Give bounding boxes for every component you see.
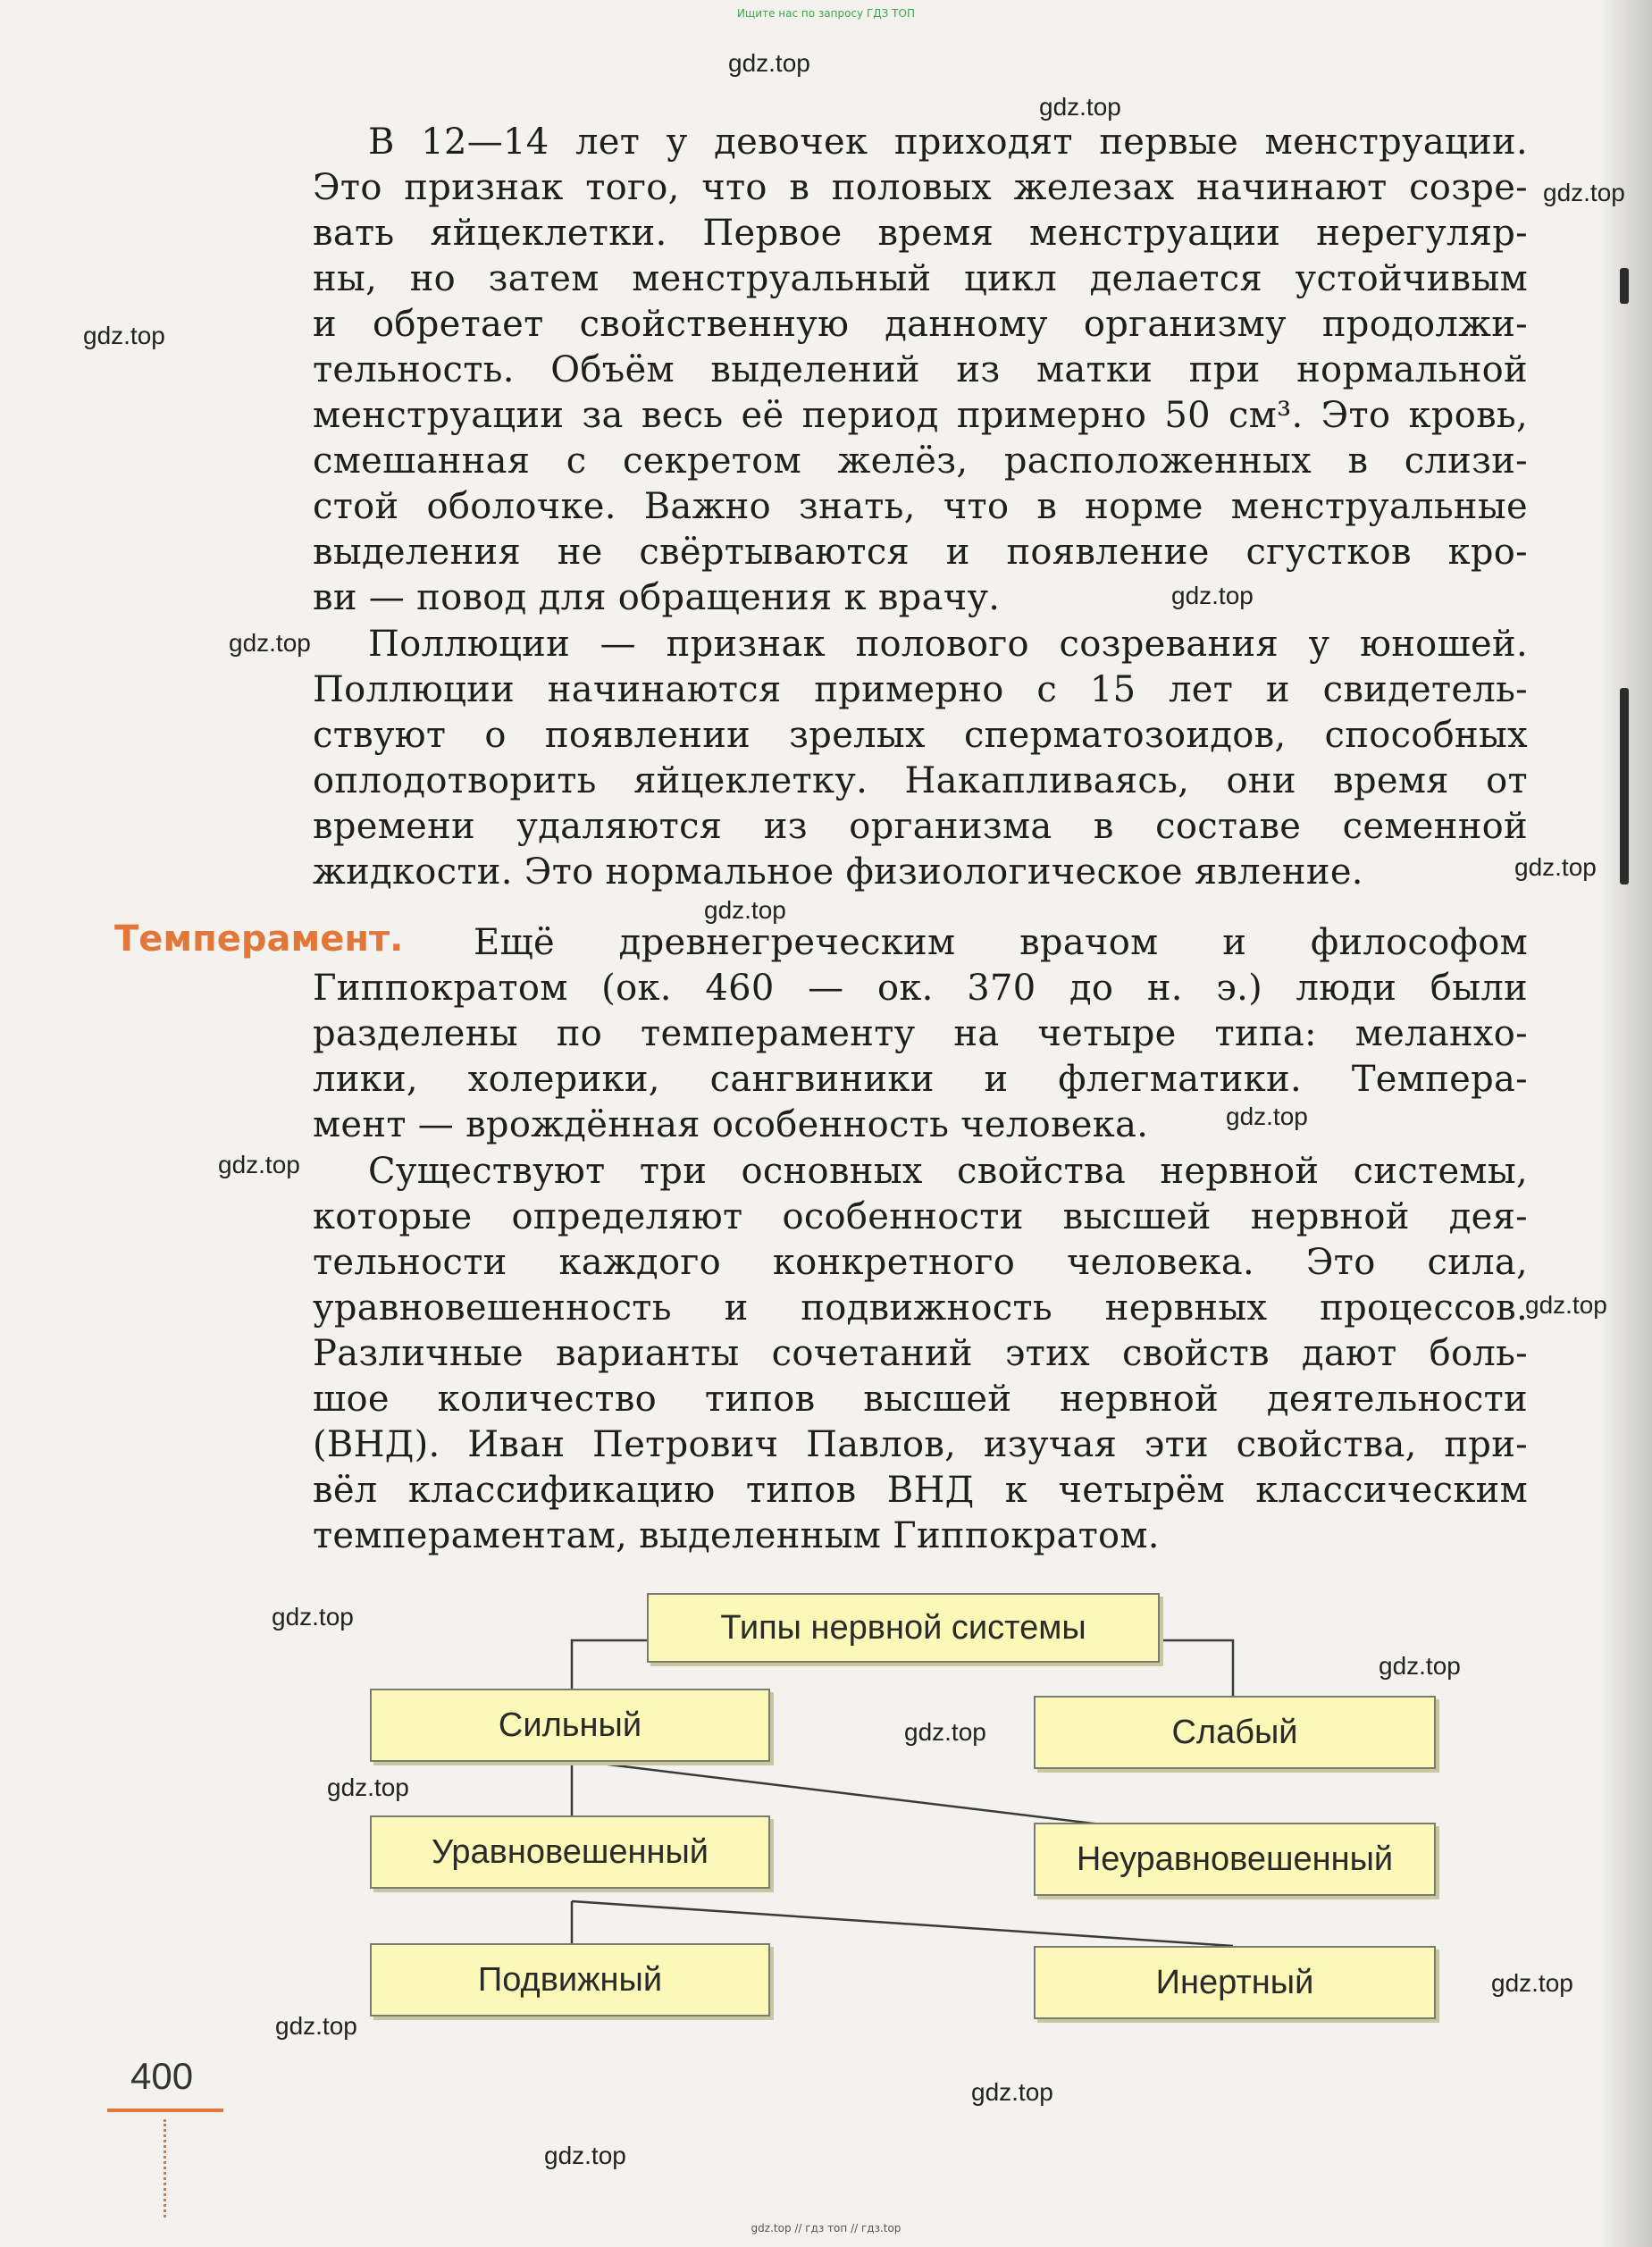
section-heading-temperament: Темперамент. [114,918,404,960]
text-line: Поллюции начинаются примерно с 15 лет и свидетель- [313,669,1528,710]
watermark: gdz.top [218,1151,300,1178]
watermark: gdz.top [544,2142,626,2169]
text-line: ви — повод для обращения к врачу. [313,577,1001,618]
text-line: Существуют три основных свойства нервной системы, [368,1151,1528,1192]
text-line: Это признак того, что в половых железах начинают созре- [313,167,1528,208]
watermark: gdz.top [1226,1103,1308,1130]
page-edge-mark [1620,688,1629,885]
watermark: gdz.top [1039,93,1121,121]
text-line: (ВНД). Иван Петрович Павлов, изучая эти свойства, при- [313,1424,1528,1465]
watermark: gdz.top [229,629,311,657]
text-line: стой оболочке. Важно знать, что в норме менструальные [313,486,1528,527]
watermark: gdz.top [83,322,165,349]
text-line: менструации за весь её период примерно 50 см³. Это кровь, [313,395,1528,436]
paragraph-temperament [313,920,1528,1148]
diagram-box-weak: Слабый [1034,1696,1436,1769]
top-banner: Ищите нас по запросу ГДЗ ТОП [737,7,915,20]
diagram-box-balanced: Уравновешенный [370,1815,770,1889]
watermark: gdz.top [1525,1291,1607,1319]
page-number-dotted-line [164,2119,166,2218]
text-line: Ещё древнегреческим врачом и философом [474,922,1528,963]
text-line: шое количество типов высшей нервной деятельности [313,1379,1528,1420]
text-line: смешанная с секретом желёз, расположенных в слизи- [313,440,1528,482]
watermark: gdz.top [971,2078,1053,2106]
watermark: gdz.top [1543,179,1625,206]
text-line: вёл классификацию типов ВНД к четырём классическим [313,1470,1528,1511]
diagram-box-strong: Сильный [370,1689,770,1762]
page-edge-mark [1620,268,1629,304]
text-line: которые определяют особенности высшей нервной дея- [313,1196,1528,1237]
text-line: вать яйцеклетки. Первое время менструации нерегуляр- [313,213,1528,254]
connector-balanced-inert [572,1901,1233,1946]
watermark: gdz.top [1514,853,1597,881]
watermark: gdz.top [728,49,810,77]
diagram-box-root: Типы нервной системы [647,1593,1160,1663]
connector-root-weak [1157,1640,1233,1696]
watermark: gdz.top [704,896,786,924]
paragraph-pollution [313,622,1528,895]
page-number: 400 [130,2055,194,2097]
text-line: уравновешенность и подвижность нервных процессов. [313,1287,1528,1329]
text-line: Различные варианты сочетаний этих свойств дают боль- [313,1333,1528,1374]
text-line: темпераментам, выделенным Гиппократом. [313,1515,1160,1556]
watermark: gdz.top [1491,1969,1573,1997]
text-line: разделены по темпераменту на четыре типа: меланхо- [313,1013,1528,1054]
diagram-box-inert: Инертный [1034,1946,1436,2019]
text-line: Поллюции — признак полового созревания у юношей. [368,624,1528,665]
text-line: В 12—14 лет у девочек приходят первые менструации. [368,122,1528,163]
text-line: выделения не свёртываются и появление сгустков кро- [313,532,1528,573]
text-line: и обретает свойственную данному организму продолжи- [313,304,1528,345]
text-line: лики, холерики, сангвиники и флегматики. Темпера- [313,1059,1528,1100]
text-line: оплодотворить яйцеклетку. Накапливаясь, они время от [313,760,1528,801]
page-edge-shadow [1598,0,1652,2247]
watermark: gdz.top [904,1718,986,1746]
paragraph-menstruation [313,120,1528,621]
bottom-banner: gdz.top // гдз топ // гдз.top [751,2222,901,2234]
text-line: ны, но затем менструальный цикл делается устойчивым [313,258,1528,299]
diagram-box-unbalanced: Неуравновешенный [1034,1823,1436,1896]
watermark: gdz.top [275,2012,357,2040]
text-line: тельности каждого конкретного человека. Это сила, [313,1242,1528,1283]
text-line: жидкости. Это нормальное физиологическое явление. [313,851,1363,893]
text-line: времени удаляются из организма в составе семенной [313,806,1528,847]
watermark: gdz.top [1379,1652,1461,1680]
paragraph-nervous-system [313,1149,1528,1559]
text-line: Гиппократом (ок. 460 — ок. 370 до н. э.) люди были [313,968,1528,1009]
watermark: gdz.top [272,1603,354,1631]
watermark: gdz.top [327,1773,409,1801]
diagram-box-mobile: Подвижный [370,1943,770,2016]
page-number-rule [107,2109,223,2112]
text-line: ствуют о появлении зрелых сперматозоидов, способных [313,715,1528,756]
watermark: gdz.top [1171,582,1254,609]
connector-root-strong [572,1640,648,1689]
text-line: мент — врождённая особенность человека. [313,1104,1149,1145]
text-line: тельность. Объём выделений из матки при нормальной [313,349,1528,390]
